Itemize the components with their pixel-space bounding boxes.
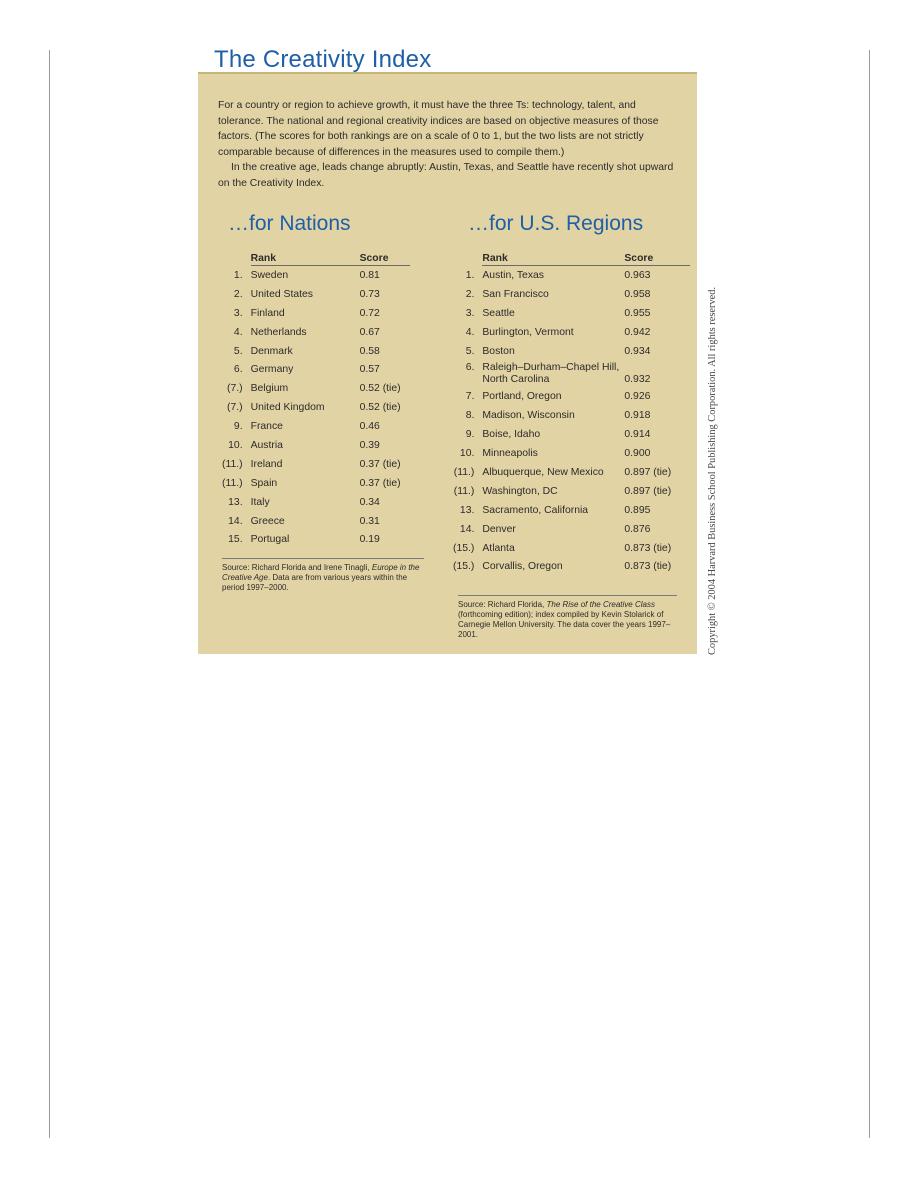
table-row (222, 530, 410, 549)
intro-paragraph-2: In the creative age, leads change abruptly: Austin, Texas, and Seattle have recently shot upward on the Creativity Index. (218, 162, 674, 189)
rank-number: (11.) (453, 466, 475, 478)
rank-score: 0.914 (624, 429, 651, 441)
rank-score: 0.955 (624, 307, 651, 319)
rank-score: 0.39 (359, 439, 380, 451)
rank-name: United Kingdom (250, 402, 325, 414)
rank-name: Atlanta (482, 542, 515, 554)
rank-number: (7.) (227, 383, 243, 395)
rank-score: 0.897 (tie) (624, 466, 672, 478)
rank-number: 13. (459, 504, 475, 516)
table-row (222, 436, 410, 455)
rank-name: Albuquerque, New Mexico (482, 466, 604, 478)
rank-name: France (250, 421, 283, 433)
table-row (453, 539, 690, 558)
rank-number: (15.) (453, 542, 475, 554)
rank-score: 0.900 (624, 448, 651, 460)
table-row (453, 501, 690, 520)
rank-number: 4. (465, 326, 475, 338)
rank-number: (15.) (453, 561, 475, 573)
rank-number: 9. (233, 421, 243, 433)
rank-score: 0.72 (359, 307, 380, 319)
title-bar (198, 46, 697, 74)
rank-number: 2. (233, 288, 243, 300)
rank-score: 0.58 (359, 345, 380, 357)
regions-score-header: Score (624, 246, 690, 266)
rank-name: Sacramento, California (482, 504, 589, 516)
rank-score: 0.31 (359, 515, 380, 527)
page-title: The Creativity Index (214, 46, 432, 73)
rank-number: 14. (459, 523, 475, 535)
table-row (453, 406, 690, 425)
table-row (222, 342, 410, 361)
rank-name: Germany (250, 364, 294, 376)
rank-number: 6. (465, 362, 475, 374)
nations-source-note: Source: Richard Florida and Irene Tinagli, Europe in the Creative Age. Data are from various years within the period 1997–2000. (222, 558, 424, 593)
rank-number: 2. (465, 288, 475, 300)
rank-number: 1. (233, 269, 243, 281)
table-row (453, 323, 690, 342)
rank-name: Denver (482, 523, 516, 535)
rank-score: 0.958 (624, 288, 651, 300)
table-row (222, 398, 410, 417)
rank-number: 15. (228, 534, 243, 546)
table-header-row (453, 246, 690, 266)
rank-score: 0.963 (624, 269, 651, 281)
rank-score: 0.67 (359, 326, 380, 338)
rank-name: Seattle (482, 307, 515, 319)
rank-name: Italy (250, 496, 270, 508)
table-row (222, 266, 410, 285)
rank-score: 0.81 (359, 269, 380, 281)
table-row (453, 444, 690, 463)
table-row (222, 512, 410, 531)
rank-score: 0.926 (624, 391, 651, 403)
rank-name (482, 360, 624, 387)
rank-score: 0.918 (624, 410, 651, 422)
table-row (453, 360, 690, 387)
rank-name: Spain (250, 477, 278, 489)
nations-rank-header: Rank (251, 246, 360, 266)
rank-number: (7.) (227, 402, 243, 414)
rank-number: 9. (465, 429, 475, 441)
rank-score: 0.934 (624, 345, 651, 357)
rank-name: Minneapolis (482, 448, 538, 460)
rank-name: Denmark (250, 345, 293, 357)
nations-heading: …for Nations (228, 212, 351, 235)
table-row (222, 360, 410, 379)
copyright-notice: Copyright © 2004 Harvard Business School Publishing Corporation. All rights reserved. (707, 286, 718, 655)
rank-score: 0.876 (624, 523, 651, 535)
table-row (453, 304, 690, 323)
rank-number: 7. (465, 391, 475, 403)
rank-score: 0.932 (624, 374, 651, 386)
table-row (453, 520, 690, 539)
rank-number: 5. (233, 345, 243, 357)
rank-name: Austin, Texas (482, 269, 544, 281)
table-row (453, 266, 690, 285)
rank-name: Finland (250, 307, 285, 319)
table-row (453, 285, 690, 304)
rank-score: 0.873 (tie) (624, 561, 672, 573)
table-row (222, 474, 410, 493)
rank-number: 14. (228, 515, 243, 527)
rank-name: Burlington, Vermont (482, 326, 574, 338)
rank-score: 0.37 (tie) (359, 477, 401, 489)
rank-name: Austria (250, 439, 283, 451)
rank-name: Belgium (250, 383, 289, 395)
table-row (453, 342, 690, 361)
rank-number: 4. (233, 326, 243, 338)
table-row (453, 425, 690, 444)
table-row (222, 285, 410, 304)
rank-score: 0.34 (359, 496, 380, 508)
rank-score: 0.895 (624, 504, 651, 516)
table-row (222, 323, 410, 342)
rank-name: Ireland (250, 458, 283, 470)
rank-name: Greece (250, 515, 285, 527)
rank-score: 0.46 (359, 421, 380, 433)
nations-table (222, 246, 410, 549)
rank-name: Portugal (250, 534, 290, 546)
rank-name: Sweden (250, 269, 289, 281)
rank-number: 8. (465, 410, 475, 422)
rank-number: 1. (465, 269, 475, 281)
rank-number: (11.) (222, 477, 243, 489)
rank-score: 0.19 (359, 534, 380, 546)
table-row (222, 379, 410, 398)
rank-name-line: Raleigh–Durham–Chapel Hill, (482, 362, 620, 374)
intro-paragraph-1: For a country or region to achieve growth, it must have the three Ts: technology, talent, and tolerance. The national and regional creativity indices are based on objective measures of those factors. (The scores for both rankings are on a scale of 0 to 1, but the two lists are not strictly comparable because of differences in the measures used to compile them.) (218, 100, 659, 158)
table-row (222, 455, 410, 474)
rank-score: 0.942 (624, 326, 651, 338)
table-row (453, 557, 690, 576)
rank-name: Netherlands (250, 326, 307, 338)
page-margin-left (49, 50, 50, 1138)
rank-name: Corvallis, Oregon (482, 561, 563, 573)
rank-number: 13. (228, 496, 243, 508)
rank-name: Madison, Wisconsin (482, 410, 575, 422)
rank-name: Boston (482, 345, 515, 357)
rank-number: 10. (228, 439, 243, 451)
table-row (222, 493, 410, 512)
rank-name: Portland, Oregon (482, 391, 562, 403)
rank-name: Washington, DC (482, 485, 558, 497)
rank-score: 0.57 (359, 364, 380, 376)
rank-number: 3. (233, 307, 243, 319)
nations-score-header: Score (360, 246, 410, 266)
table-row (222, 417, 410, 436)
rank-number: 5. (465, 345, 475, 357)
rank-number: 6. (233, 364, 243, 376)
rank-score: 0.873 (tie) (624, 542, 672, 554)
table-row (453, 387, 690, 406)
rank-name: San Francisco (482, 288, 549, 300)
table-row (453, 463, 690, 482)
table-row (453, 482, 690, 501)
rank-score: 0.52 (tie) (359, 402, 401, 414)
table-header-row (222, 246, 410, 266)
rank-name: United States (250, 288, 313, 300)
rank-name: Boise, Idaho (482, 429, 541, 441)
regions-rank-header: Rank (482, 246, 624, 266)
rank-name-line: North Carolina (482, 373, 550, 385)
rank-score: 0.52 (tie) (359, 383, 401, 395)
regions-source-note: Source: Richard Florida, The Rise of the Creative Class (forthcoming edition); index compiled by Kevin Stolarick of Carnegie Mellon University. The data cover the years 1997–2001. (458, 595, 677, 640)
regions-heading: …for U.S. Regions (468, 212, 644, 235)
rank-number: 3. (465, 307, 475, 319)
page-margin-right (869, 50, 870, 1138)
rank-number: (11.) (453, 485, 475, 497)
rank-score: 0.73 (359, 288, 380, 300)
rank-score: 0.897 (tie) (624, 485, 672, 497)
rank-number: 10. (459, 448, 475, 460)
regions-table (453, 246, 690, 576)
rank-score: 0.37 (tie) (359, 458, 401, 470)
rank-number: (11.) (222, 458, 243, 470)
intro-text (218, 98, 680, 192)
table-row (222, 304, 410, 323)
